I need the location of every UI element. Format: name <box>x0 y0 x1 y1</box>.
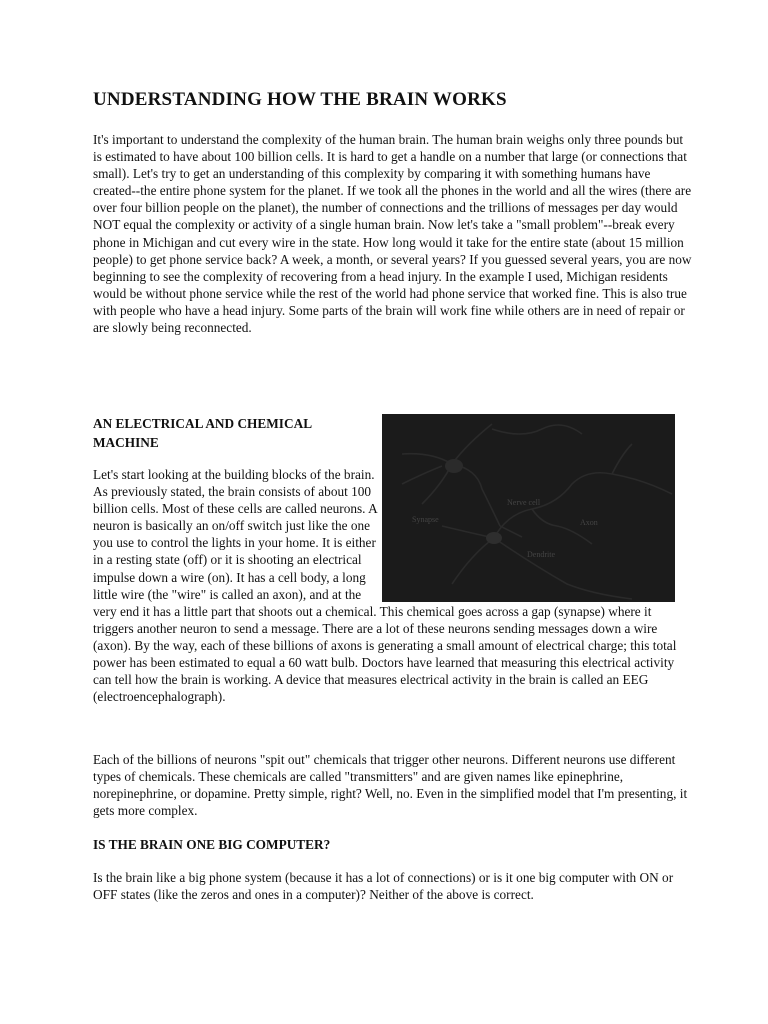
label-dendrite: Dendrite <box>527 550 555 559</box>
section1-paragraph-1 <box>93 466 693 705</box>
intro-paragraph: It's important to understand the complexity of the human brain. The human brain weighs only three pounds but is estimated to have about 100 billion cells. It is hard to get a handle on a number that large (or connections that small). Let's try to get an understanding of this complexity by comparing it with something humans have created--the entire phone system for the planet. If we took all the phones in the world and all the wires (there are over four billion people on the planet), the number of connections and the trillions of messages per day would NOT equal the complexity or activity of a single human brain. Now let's take a "small problem"--break every phone in Michigan and cut every wire in the state. How long would it take for the entire state (about 15 million people) to get phone service back? A week, a month, or several years? If you guessed several years, you are now beginning to see the complexity of recovering from a head injury. In the example I used, Michigan residents would be without phone service while the rest of the world had phone service that worked fine. This is also true with people who have a head injury. Some parts of the brain will work fine while others are in need of repair or are slowly being reconnected. <box>93 132 692 336</box>
label-synapse: Synapse <box>412 515 439 524</box>
section-heading-electrical-chemical: AN ELECTRICAL AND CHEMICAL MACHINE <box>93 416 312 450</box>
section-heading-brain-computer: IS THE BRAIN ONE BIG COMPUTER? <box>93 837 331 852</box>
label-axon: Axon <box>580 518 598 527</box>
figure-spacer <box>393 414 693 586</box>
page-title: UNDERSTANDING HOW THE BRAIN WORKS <box>93 89 507 110</box>
section1-paragraph-1-text: Let's start looking at the building blocks of the brain. As previously stated, the brain consists of about 100 billion cells. Most of these cells are called neurons. A neuron is basically an on/off switch just like the one you use to control the lights in your home. It is either in a resting state (off) or it is shooting an electrical impulse down a wire (on). It has a cell body, a long little wire (the "wire" is called an axon), and at the very end it has a little part that shoots out a chemical. This chemical goes across a gap (synapse) where it triggers another neuron to send a message. There are a lot of these neurons sending messages down a wire (axon). By the way, each of these billions of axons is generating a small amount of electrical charge; this total power has been estimated to equal a 60 watt bulb. Doctors have learned that measuring this electrical activity can tell how the brain is working. A device that measures electrical activity in the brain is called an EEG (electroencephalograph). <box>93 467 677 705</box>
section2-paragraph-1: Is the brain like a big phone system (because it has a lot of connections) or is it one big computer with ON or OFF states (like the zeros and ones in a computer)? Neither of the above is correct. <box>93 870 674 903</box>
section1-paragraph-2: Each of the billions of neurons "spit out" chemicals that trigger other neurons. Different neurons use different types of chemicals. These chemicals are called "transmitters" and are given names like epinephrine, norepinephrine, or dopamine. Pretty simple, right? Well, no. Even in the simplified model that I'm presenting, it gets more complex. <box>93 752 688 819</box>
label-nerve-cell: Nerve cell <box>507 498 541 507</box>
